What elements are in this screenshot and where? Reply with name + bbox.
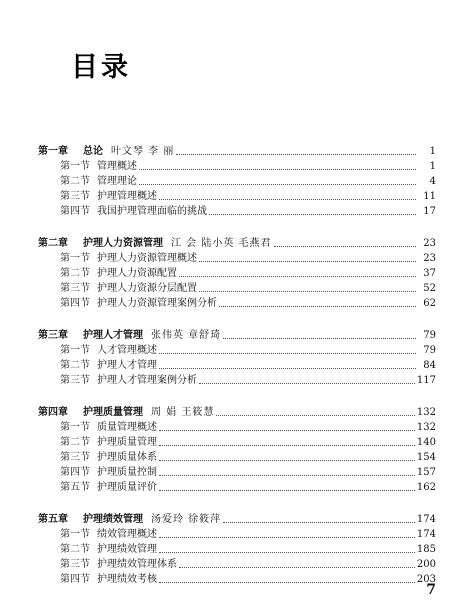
toc-section-entry[interactable] [38,159,436,174]
page-number: 7 [426,582,436,598]
toc-chapter-entry[interactable] [38,236,436,251]
section-number: 第二节 [60,437,90,448]
chapter-label [38,144,103,159]
chapter-label [38,512,143,527]
leader-dots [159,489,415,491]
chapter-title: 护理人力资源管理 [83,238,163,249]
section-page: 157 [416,467,436,478]
leader-dots [176,153,416,155]
leader-dots [159,474,415,476]
leader-dots [159,198,416,200]
section-title: 护理质量评价 [97,482,157,493]
toc-section-entry[interactable] [38,465,436,480]
chapter-page: 174 [416,514,436,525]
page-title: 目录 [71,52,131,83]
leader-dots [219,305,416,307]
section-number: 第三节 [60,191,90,202]
section-number: 第四节 [60,298,90,309]
section-number: 第二节 [60,544,90,555]
chapter-title: 护理绩效管理 [83,514,143,525]
section-title: 护理质量管理 [97,437,157,448]
chapter-page: 132 [416,407,436,418]
chapter-label [38,405,143,420]
section-page: 200 [416,559,436,570]
toc-chapter-entry[interactable] [38,328,436,343]
leader-dots [209,213,416,215]
section-title: 护理人力资源管理概述 [97,253,197,264]
section-number: 第二节 [60,360,90,371]
section-title: 护理质量体系 [97,452,157,463]
leader-dots [199,382,415,384]
section-page: 23 [423,253,436,264]
section-title: 护理质量控制 [97,467,157,478]
section-label [60,572,157,587]
leader-dots [159,536,415,538]
toc-section-entry[interactable] [38,373,436,388]
section-number: 第三节 [60,283,90,294]
section-page: 132 [416,422,436,433]
chapter-title: 护理质量管理 [83,407,143,418]
chapter-number: 第四章 [38,407,68,418]
section-number: 第四节 [60,574,90,585]
section-label [60,189,157,204]
section-label [60,420,157,435]
toc-section-entry[interactable] [38,281,436,296]
toc-section-entry[interactable] [38,296,436,311]
toc-section-entry[interactable] [38,189,436,204]
chapter-number: 第二章 [38,238,68,249]
section-number: 第二节 [60,268,90,279]
section-title: 护理人力资源管理案例分析 [97,298,217,309]
leader-dots [159,459,415,461]
toc-chapter-entry[interactable] [38,144,436,159]
chapter-number: 第五章 [38,514,68,525]
section-label [60,542,157,557]
section-label [60,373,197,388]
leader-dots [216,414,415,416]
chapter-page: 79 [423,330,436,341]
section-number: 第三节 [60,559,90,570]
section-title: 护理人力资源分层配置 [97,283,197,294]
toc-section-entry[interactable] [38,204,436,219]
section-title: 护理绩效管理体系 [97,559,177,570]
section-page: 162 [416,482,436,493]
leader-dots [179,566,415,568]
section-number: 第一节 [60,345,90,356]
table-of-contents [38,144,436,587]
chapter-spacer [38,311,436,328]
toc-chapter-entry[interactable] [38,405,436,420]
chapter-spacer [38,388,436,405]
section-page: 52 [423,283,436,294]
section-label [60,450,157,465]
section-page: 117 [416,375,436,386]
chapter-title: 护理人才管理 [83,330,143,341]
section-title: 管理理论 [97,176,137,187]
section-page: 203 [416,574,436,585]
leader-dots [139,183,416,185]
section-title: 质量管理概述 [97,422,157,433]
section-number: 第三节 [60,452,90,463]
section-page: 4 [429,176,436,187]
leader-dots [159,581,415,583]
toc-section-entry[interactable] [38,542,436,557]
leader-dots [159,367,416,369]
toc-section-entry[interactable] [38,266,436,281]
section-label [60,557,177,572]
section-page: 11 [423,191,436,202]
chapter-label [38,328,143,343]
section-title: 护理管理概述 [97,191,157,202]
section-label [60,174,137,189]
chapter-spacer [38,219,436,236]
section-title: 人才管理概述 [97,345,157,356]
section-title: 护理人才管理 [97,360,157,371]
leader-dots [159,551,415,553]
section-page: 79 [423,345,436,356]
leader-dots [199,290,416,292]
section-title: 我国护理管理面临的挑战 [97,206,207,217]
toc-section-entry[interactable] [38,435,436,450]
chapter-number: 第一章 [38,146,68,157]
section-label [60,435,157,450]
chapter-authors: 叶文琴 李 丽 [111,146,175,157]
toc-section-entry[interactable] [38,358,436,373]
chapter-authors: 汤爱玲 徐筱萍 [151,514,222,525]
toc-section-entry[interactable] [38,343,436,358]
leader-dots [199,260,416,262]
section-page: 174 [416,529,436,540]
section-label [60,204,207,219]
section-number: 第一节 [60,253,90,264]
toc-section-entry[interactable] [38,174,436,189]
section-label [60,159,137,174]
leader-dots [139,168,416,170]
leader-dots [159,352,416,354]
leader-dots [223,521,415,523]
section-page: 84 [423,360,436,371]
section-page: 140 [416,437,436,448]
chapter-spacer [38,495,436,512]
section-number: 第五节 [60,482,90,493]
toc-section-entry[interactable] [38,420,436,435]
toc-chapter-entry[interactable] [38,512,436,527]
section-title: 管理概述 [97,161,137,172]
section-page: 154 [416,452,436,463]
section-label [60,358,157,373]
section-page: 185 [416,544,436,555]
section-number: 第三节 [60,375,90,386]
section-title: 绩效管理概述 [97,529,157,540]
section-label [60,480,157,495]
section-label [60,343,157,358]
section-number: 第一节 [60,422,90,433]
chapter-authors: 江 会 陆小英 毛燕君 [171,238,272,249]
section-title: 护理人才管理案例分析 [97,375,197,386]
chapter-page: 23 [423,238,436,249]
section-label [60,465,157,480]
section-title: 护理绩效考核 [97,574,157,585]
toc-section-entry[interactable] [38,251,436,266]
section-label [60,527,157,542]
section-number: 第一节 [60,161,90,172]
chapter-authors: 周 娟 王筱慧 [151,407,215,418]
section-title: 护理绩效管理 [97,544,157,555]
section-label [60,266,177,281]
chapter-number: 第三章 [38,330,68,341]
section-page: 62 [423,298,436,309]
section-title: 护理人力资源配置 [97,268,177,279]
toc-section-entry[interactable] [38,527,436,542]
toc-section-entry[interactable] [38,480,436,495]
leader-dots [179,275,416,277]
section-label [60,281,197,296]
section-page: 37 [423,268,436,279]
leader-dots [159,429,415,431]
chapter-title: 总论 [83,146,103,157]
toc-section-entry[interactable] [38,557,436,572]
chapter-label [38,236,163,251]
section-number: 第四节 [60,206,90,217]
chapter-authors: 张伟英 章舒琦 [151,330,222,341]
section-label [60,251,197,266]
section-number: 第一节 [60,529,90,540]
section-page: 17 [423,206,436,217]
toc-section-entry[interactable] [38,450,436,465]
section-number: 第四节 [60,467,90,478]
section-number: 第二节 [60,176,90,187]
leader-dots [159,444,415,446]
section-page: 1 [429,161,436,172]
toc-section-entry[interactable] [38,572,436,587]
leader-dots [274,245,416,247]
section-label [60,296,217,311]
leader-dots [223,337,416,339]
chapter-page: 1 [429,146,436,157]
